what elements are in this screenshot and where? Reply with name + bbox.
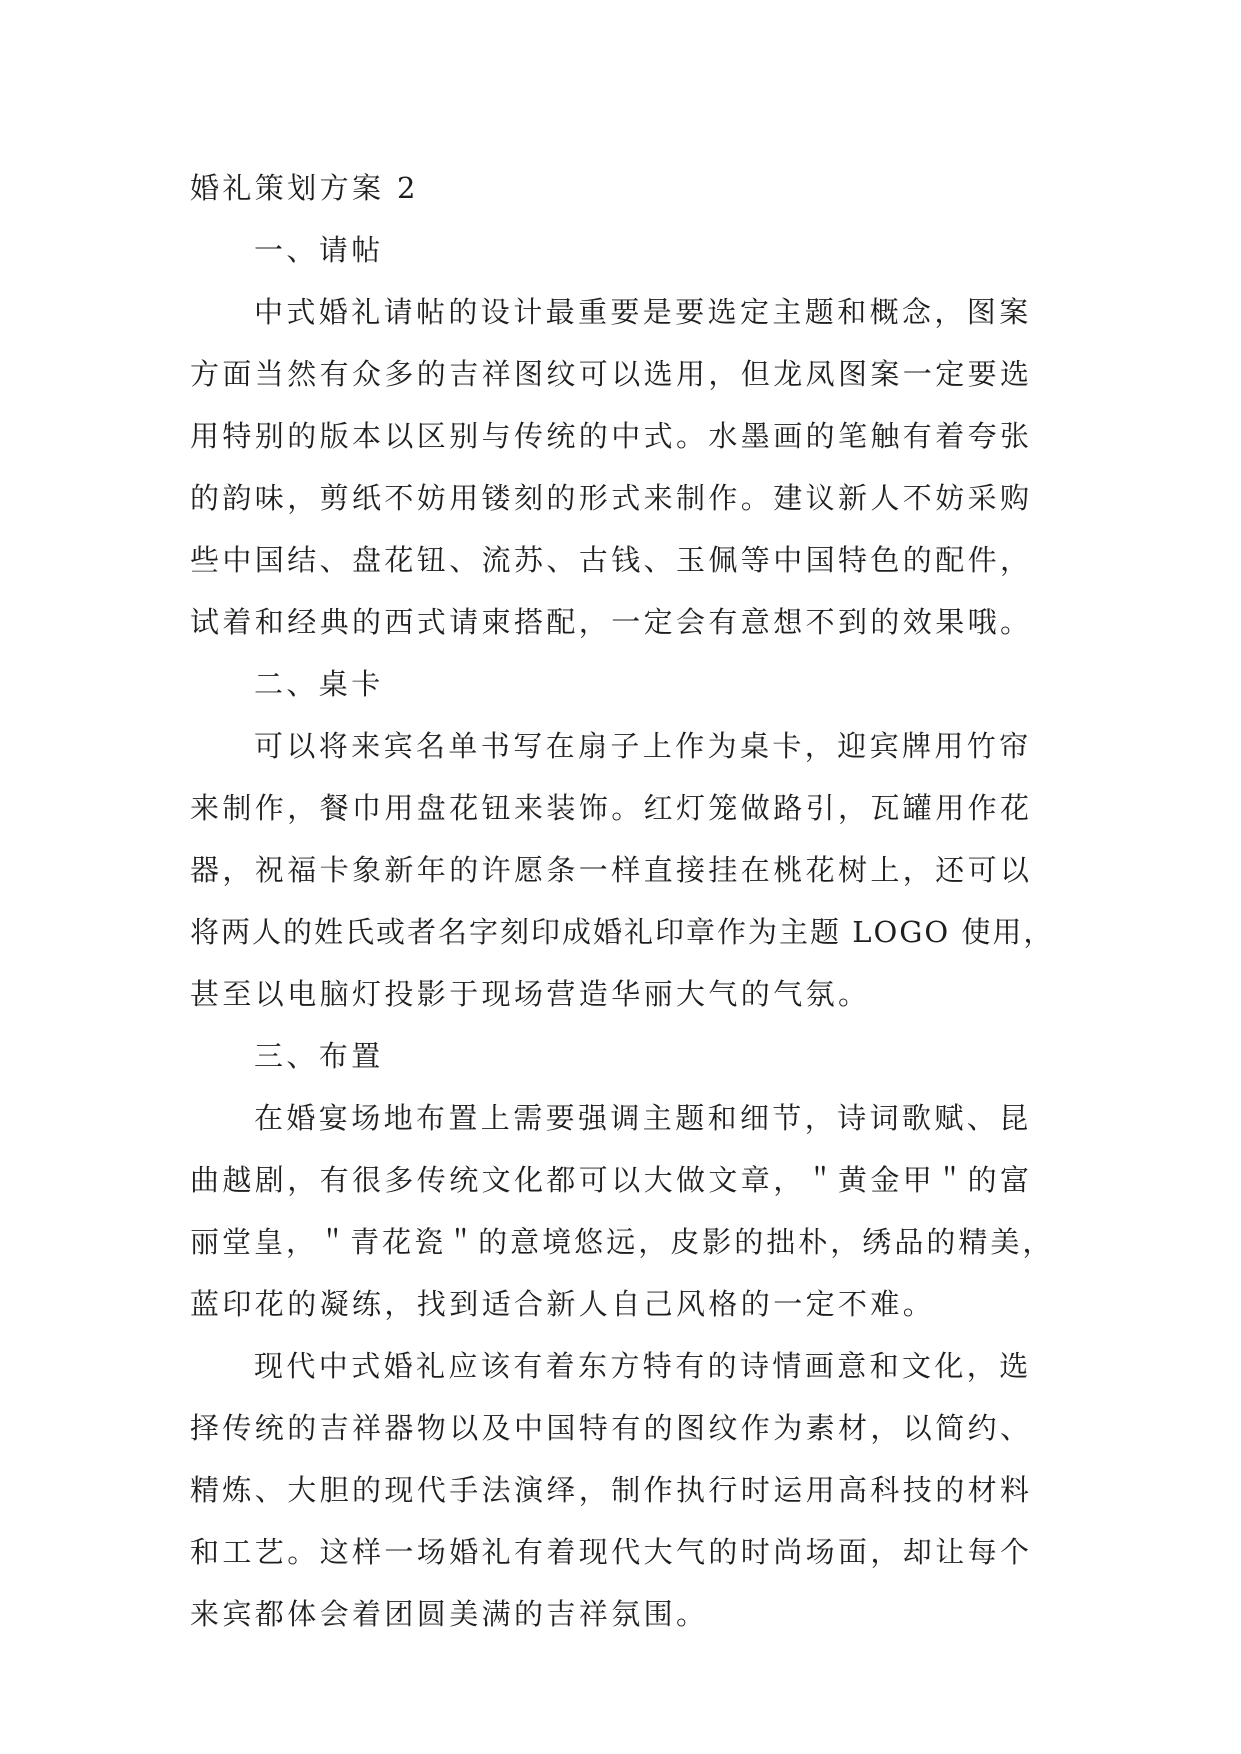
paragraph-line: 丽堂皇，＂青花瓷＂的意境悠远，皮影的拙朴，绣品的精美， bbox=[190, 1225, 1055, 1259]
paragraph-first-line: 三、布置 bbox=[254, 1039, 384, 1073]
paragraph-first-line: 一、请帖 bbox=[254, 233, 384, 267]
paragraph-line: 甚至以电脑灯投影于现场营造华丽大气的气氛。 bbox=[190, 977, 871, 1011]
paragraph-line: 将两人的姓氏或者名字刻印成婚礼印章作为主题 LOGO 使用， bbox=[190, 915, 1055, 949]
paragraph-line: 方面当然有众多的吉祥图纹可以选用，但龙凤图案一定要选 bbox=[190, 357, 1033, 391]
paragraph-first-line: 在婚宴场地布置上需要强调主题和细节，诗词歌赋、昆 bbox=[254, 1101, 1032, 1135]
paragraph-first-line: 现代中式婚礼应该有着东方特有的诗情画意和文化，选 bbox=[254, 1349, 1032, 1383]
document-body bbox=[190, 157, 1060, 1645]
paragraph-line: 用特别的版本以区别与传统的中式。水墨画的笔触有着夸张 bbox=[190, 419, 1033, 453]
document-text bbox=[190, 219, 1060, 1645]
paragraph-first-line: 中式婚礼请帖的设计最重要是要选定主题和概念，图案 bbox=[254, 295, 1032, 329]
paragraph-line: 曲越剧，有很多传统文化都可以大做文章，＂黄金甲＂的富 bbox=[190, 1163, 1033, 1197]
paragraph-line: 来制作，餐巾用盘花钮来装饰。红灯笼做路引，瓦罐用作花 bbox=[190, 791, 1033, 825]
paragraph-line: 和工艺。这样一场婚礼有着现代大气的时尚场面，却让每个 bbox=[190, 1535, 1033, 1569]
paragraph-line: 的韵味，剪纸不妨用镂刻的形式来制作。建议新人不妨采购 bbox=[190, 481, 1033, 515]
paragraph-line: 器，祝福卡象新年的许愿条一样直接挂在桃花树上，还可以 bbox=[190, 853, 1033, 887]
paragraph-line: 蓝印花的凝练，找到适合新人自己风格的一定不难。 bbox=[190, 1287, 936, 1321]
document-title: 婚礼策划方案 2 bbox=[190, 171, 419, 205]
paragraph-first-line: 二、桌卡 bbox=[254, 667, 384, 701]
paragraph-line: 精炼、大胆的现代手法演绎，制作执行时运用高科技的材料 bbox=[190, 1473, 1033, 1507]
paragraph-line: 来宾都体会着团圆美满的吉祥氛围。 bbox=[190, 1597, 709, 1631]
paragraph-first-line: 可以将来宾名单书写在扇子上作为桌卡，迎宾牌用竹帘 bbox=[254, 729, 1032, 763]
paragraph-line: 些中国结、盘花钮、流苏、古钱、玉佩等中国特色的配件， bbox=[190, 543, 1033, 577]
paragraph-line: 择传统的吉祥器物以及中国特有的图纹作为素材，以简约、 bbox=[190, 1411, 1033, 1445]
paragraph-line: 试着和经典的西式请柬搭配，一定会有意想不到的效果哦。 bbox=[190, 605, 1033, 639]
